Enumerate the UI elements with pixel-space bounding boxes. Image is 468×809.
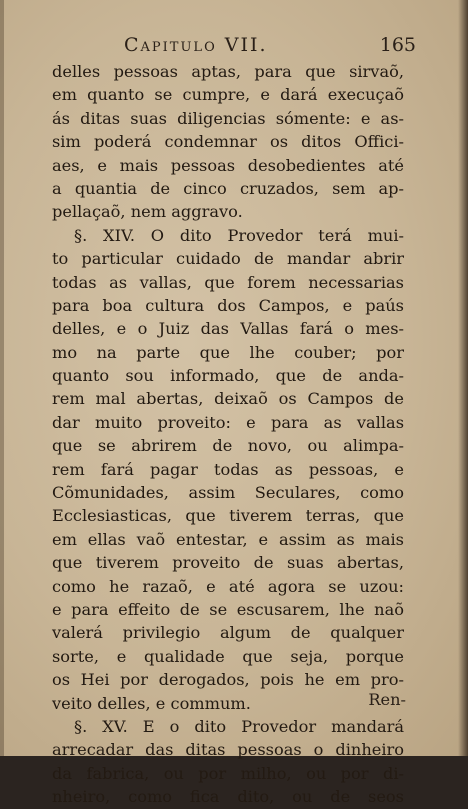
body-text [52,60,404,809]
text-line: que tiverem proveito de suas abertas, [52,553,404,573]
text-line: para boa cultura dos Campos, e paús [52,295,404,315]
text-line: delles, e o Juiz das Vallas fará o mes- [52,319,404,339]
text-line: da fabrica, ou por milho, ou por di- [52,763,404,783]
text-line: dar muito proveito: e para as vallas [52,412,404,432]
text-line: nheiro, como fica dito, ou de seos [52,787,404,807]
text-line: §. XIV. O dito Provedor terá mui- [74,225,404,245]
text-line: ás ditas suas diligencias sómente: e as- [52,108,404,128]
page-gutter-shadow [0,0,4,756]
text-line: arrecadar das ditas pessoas o dinheiro [52,740,404,760]
text-line: como he razaõ, e até agora se uzou: [52,576,404,596]
text-line: e para effeito de se escusarem, lhe naõ [52,599,404,619]
text-line: a quantia de cinco cruzados, sem ap- [52,178,404,198]
running-head: Capitulo VII. [124,34,268,56]
text-line: sim poderá condemnar os ditos Offici- [52,132,404,152]
text-line: Cõmunidades, assim Seculares, como [52,483,404,503]
text-line: aes, e mais pessoas desobedientes até [52,155,404,175]
text-line: mo na parte que lhe couber; por [52,342,404,362]
text-line: que se abrirem de novo, ou alimpa- [52,436,404,456]
catchword: Ren- [368,690,406,709]
text-line: quanto sou informado, que de anda- [52,366,404,386]
text-line: rem fará pagar todas as pessoas, e [52,459,404,479]
text-line: em ellas vaõ entestar, e assim as mais [52,529,404,549]
page-edge-shadow [458,0,468,756]
text-line: rem mal abertas, deixaõ os Campos de [52,389,404,409]
text-line: os Hei por derogados, pois he em pro- [52,670,404,690]
text-line: veito delles, e commum. [52,693,251,713]
text-line: pellaçaõ, nem aggravo. [52,202,243,222]
text-line: sorte, e qualidade que seja, porque [52,646,404,666]
page-header [52,34,416,60]
text-line: em quanto se cumpre, e dará execuçaõ [52,85,404,105]
text-line: delles pessoas aptas, para que sirvaõ, [52,62,404,81]
text-line: to particular cuidado de mandar abrir [52,249,404,269]
text-line: todas as vallas, que forem necessarias [52,272,404,292]
text-line: Ecclesiasticas, que tiverem terras, que [52,506,404,526]
text-line: §. XV. E o dito Provedor mandará [74,716,404,736]
text-line: valerá privilegio algum de qualquer [52,623,404,643]
page-number: 165 [379,34,416,56]
